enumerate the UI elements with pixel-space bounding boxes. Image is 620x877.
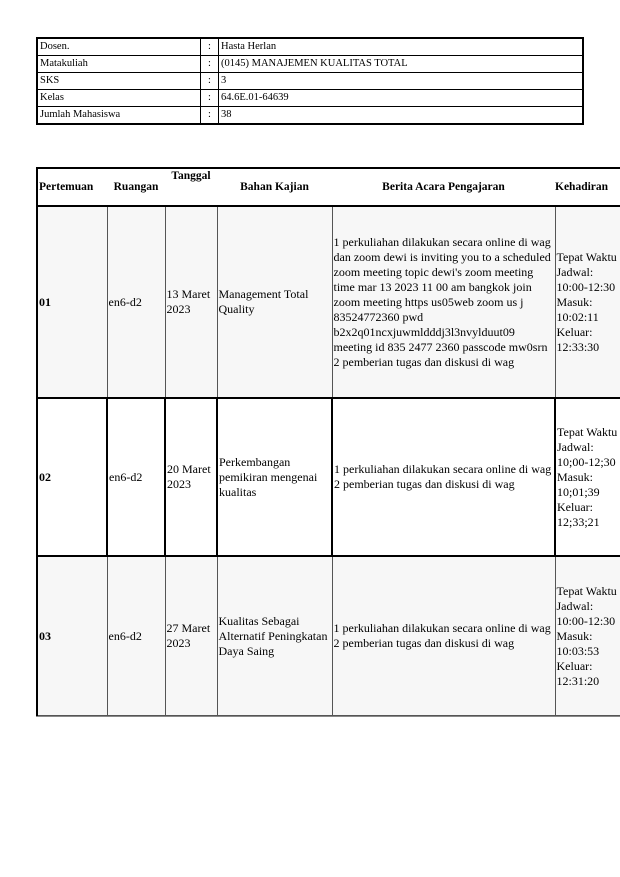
info-label: Jumlah Mahasiswa — [37, 107, 201, 125]
table-row — [37, 398, 620, 556]
course-info-table — [36, 37, 584, 125]
header-pertemuan: Pertemuan — [37, 168, 107, 206]
info-label: Kelas — [37, 90, 201, 107]
info-separator: : — [201, 107, 219, 125]
cell-bahan-kajian: Kualitas Sebagai Alternatif Peningkatan Daya Saing — [217, 556, 332, 716]
table-row — [37, 556, 620, 716]
info-value: 64.6E.01-64639 — [219, 90, 584, 107]
info-value: Hasta Herlan — [219, 38, 584, 56]
cell-pertemuan: 01 — [37, 206, 107, 398]
cell-kehadiran: Tepat Waktu Jadwal: 10;00-12;30 Masuk: 10;01;39 Keluar: 12;33;21 — [555, 398, 620, 556]
header-ruangan: Ruangan — [107, 168, 165, 206]
info-row-dosen — [37, 38, 583, 56]
cell-pertemuan: 02 — [37, 398, 107, 556]
cell-kehadiran: Tepat Waktu Jadwal: 10:00-12:30 Masuk: 10:03:53 Keluar: 12:31:20 — [555, 556, 620, 716]
cell-bahan-kajian: Perkembangan pemikiran mengenai kualitas — [217, 398, 332, 556]
cell-ruangan: en6-d2 — [107, 556, 165, 716]
cell-berita-acara: 1 perkuliahan dilakukan secara online di wag dan zoom dewi is inviting you to a scheduled zoom meeting topic dewi's zoom meeting time mar 13 2023 11 00 am bangkok join zoom meeting https us05web zoom us j 83524772360 pwd b2x2q01ncxjuwmldddj3l3nvylduut09 meeting id 835 2477 2360 passcode mw0srn 2 pemberian tugas dan diskusi di wag — [332, 206, 555, 398]
info-value: 3 — [219, 73, 584, 90]
info-value: (0145) MANAJEMEN KUALITAS TOTAL — [219, 56, 584, 73]
info-row-kelas — [37, 90, 583, 107]
cell-tanggal: 13 Maret 2023 — [165, 206, 217, 398]
info-separator: : — [201, 38, 219, 56]
info-separator: : — [201, 73, 219, 90]
header-tanggal: Tanggal — [165, 168, 217, 206]
info-row-jumlah-mahasiswa — [37, 107, 583, 125]
header-berita-acara: Berita Acara Pengajaran — [332, 168, 555, 206]
info-row-matakuliah — [37, 56, 583, 73]
meeting-schedule-table — [36, 167, 620, 716]
cell-ruangan: en6-d2 — [107, 206, 165, 398]
info-label: Matakuliah — [37, 56, 201, 73]
info-separator: : — [201, 56, 219, 73]
header-bahan-kajian: Bahan Kajian — [217, 168, 332, 206]
cell-berita-acara: 1 perkuliahan dilakukan secara online di wag 2 pemberian tugas dan diskusi di wag — [332, 556, 555, 716]
info-separator: : — [201, 90, 219, 107]
cell-kehadiran: Tepat Waktu Jadwal: 10:00-12:30 Masuk: 10:02:11 Keluar: 12:33:30 — [555, 206, 620, 398]
table-header-row — [37, 168, 620, 206]
info-value: 38 — [219, 107, 584, 125]
cell-berita-acara: 1 perkuliahan dilakukan secara online di wag 2 pemberian tugas dan diskusi di wag — [332, 398, 555, 556]
cell-tanggal: 27 Maret 2023 — [165, 556, 217, 716]
header-kehadiran: Kehadiran — [555, 168, 620, 206]
info-label: Dosen. — [37, 38, 201, 56]
info-row-sks — [37, 73, 583, 90]
table-row — [37, 206, 620, 398]
info-label: SKS — [37, 73, 201, 90]
cell-ruangan: en6-d2 — [107, 398, 165, 556]
cell-bahan-kajian: Management Total Quality — [217, 206, 332, 398]
cell-tanggal: 20 Maret 2023 — [165, 398, 217, 556]
table-bottom-divider — [36, 716, 620, 717]
cell-pertemuan: 03 — [37, 556, 107, 716]
